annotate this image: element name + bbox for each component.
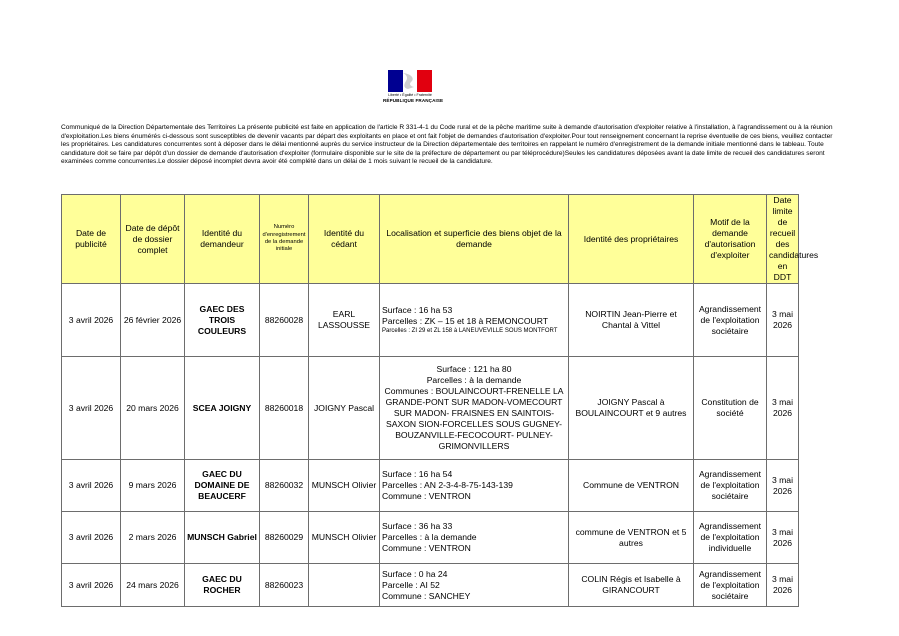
header-date-limite: Date limite de recueil des candidatures en DDT — [767, 195, 799, 284]
applications-table — [61, 194, 819, 607]
cell-demandeur: MUNSCH Gabriel — [185, 512, 260, 564]
localisation-line: Surface : 121 ha 80 — [436, 364, 512, 374]
cell-date-limite: 3 mai 2026 — [767, 512, 799, 564]
localisation-line: Surface : 16 ha 54 — [382, 469, 453, 479]
localisation-line: Surface : 16 ha 53 — [382, 305, 453, 315]
cell-date-limite: 3 mai 2026 — [767, 357, 799, 460]
cell-date-limite: 3 mai 2026 — [767, 564, 799, 607]
cell-proprietaires: NOIRTIN Jean-Pierre et Chantal à Vittel — [569, 284, 694, 357]
cell-cedant: MUNSCH Olivier — [309, 512, 380, 564]
header-proprietaires: Identité des propriétaires — [569, 195, 694, 284]
localisation-line: Parcelles : à la demande — [426, 375, 522, 385]
localisation-line: Parcelles : AN 2-3-4-8-75-143-139 — [382, 480, 513, 490]
cell-date-limite: 3 mai 2026 — [767, 284, 799, 357]
cell-numero: 88260032 — [260, 460, 309, 512]
republique-francaise-logo — [383, 70, 444, 108]
cell-date-depot: 2 mars 2026 — [121, 512, 185, 564]
cell-date-publicite: 3 avril 2026 — [62, 564, 121, 607]
cell-proprietaires: Commune de VENTRON — [569, 460, 694, 512]
cell-date-depot: 26 février 2026 — [121, 284, 185, 357]
localisation-line: Surface : 0 ha 24 — [382, 568, 448, 579]
table-row — [62, 564, 799, 607]
cell-motif: Constitution de société — [694, 357, 767, 460]
localisation-line: Commune : SANCHEY — [382, 590, 471, 601]
cell-numero: 88260029 — [260, 512, 309, 564]
table-header-row — [62, 195, 799, 284]
localisation-line: Parcelles : ZK – 15 et 18 à REMONCOURT — [382, 316, 549, 326]
localisation-line: Parcelles : à la demande — [382, 532, 477, 542]
table-row — [62, 512, 799, 564]
header-date-depot: Date de dépôt de dossier complet — [121, 195, 185, 284]
cell-localisation — [380, 284, 569, 357]
cell-numero: 88260018 — [260, 357, 309, 460]
cell-date-depot: 9 mars 2026 — [121, 460, 185, 512]
cell-motif: Agrandissement de l'exploitation sociétaire — [694, 564, 767, 607]
cell-localisation — [380, 460, 569, 512]
cell-demandeur: GAEC DES TROIS COULEURS — [185, 284, 260, 357]
localisation-line: Parcelle : AI 52 — [382, 579, 440, 590]
cell-cedant — [309, 564, 380, 607]
localisation-line: Commune : VENTRON — [382, 491, 471, 501]
cell-localisation — [380, 357, 569, 460]
header-date-publicite: Date de publicité — [62, 195, 121, 284]
cell-motif: Agrandissement de l'exploitation sociétaire — [694, 284, 767, 357]
localisation-line: Communes : BOULAINCOURT-FRENELLE LA GRANDE-PONT SUR MADON-VOMECOURT SUR MADON- FRAISNES EN SAINTOIS-SAXON SION-FORCELLES SOUS GUGNEY- BOUZANVILLE-FECOCOURT- PULNEY- GRIMONVILLERS — [384, 386, 564, 451]
table-row — [62, 284, 799, 357]
cell-date-publicite: 3 avril 2026 — [62, 357, 121, 460]
cell-motif: Agrandissement de l'exploitation sociétaire — [694, 460, 767, 512]
cell-proprietaires: COLIN Régis et Isabelle à GIRANCOURT — [569, 564, 694, 607]
cell-date-depot: 20 mars 2026 — [121, 357, 185, 460]
cell-date-depot: 24 mars 2026 — [121, 564, 185, 607]
cell-cedant: MUNSCH Olivier — [309, 460, 380, 512]
cell-proprietaires: commune de VENTRON et 5 autres — [569, 512, 694, 564]
cell-localisation — [380, 512, 569, 564]
header-motif: Motif de la demande d'autorisation d'exploiter — [694, 195, 767, 284]
cell-numero: 88260023 — [260, 564, 309, 607]
localisation-line: Commune : VENTRON — [382, 543, 471, 553]
header-localisation: Localisation et superficie des biens objet de la demande — [380, 195, 569, 284]
cell-cedant: EARL LASSOUSSE — [309, 284, 380, 357]
header-numero: Numéro d'enregistrement de la demande initiale — [260, 195, 309, 284]
cell-demandeur: GAEC DU DOMAINE DE BEAUCERF — [185, 460, 260, 512]
cell-demandeur: SCEA JOIGNY — [185, 357, 260, 460]
cell-date-limite: 3 mai 2026 — [767, 460, 799, 512]
intro-paragraph: Communiqué de la Direction Départementale des Territoires La présente publicité est faite en application de l'article R 331-4-1 du Code rural et de la pêche maritime suite à demande d'autorisation d'exploiter relative à l'installation, à l'agrandissement ou à la réunion d'exploitation.Les biens énumérés ci-dessous sont susceptibles de devenir vacants par départ des exploitants en place et ont fait l'objet de demandes d'autorisation d'exploiter.Pour tout renseignement concernant la reprise éventuelle de ces biens, veuillez contacter les propriétaires. Les candidatures concurrentes sont à déposer dans le délai mentionné auprès du service instructeur de la Direction départementale des territoires en rappelant le numéro d'enregistrement de la demande initiale mentionné dans le tableau. Toute candidature doit se faire par dépôt d'un dossier de demande d'autorisation d'exploiter (formulaire disponible sur le site de la préfecture de département ou par téléprocédure)Seules les candidatures déposées avant la date limite de recueil des candidatures seront examinées comme concurrentes.Le dossier déposé incomplet devra avoir été complété dans un délai de 1 mois suivant le recueil de la candidature. — [61, 124, 833, 166]
cell-demandeur: GAEC DU ROCHER — [185, 564, 260, 607]
cell-date-publicite: 3 avril 2026 — [62, 460, 121, 512]
localisation-line: Surface : 36 ha 33 — [382, 521, 453, 531]
localisation-fine-line: Parcelles : ZI 29 et ZL 158 à LANEUVEVILLE SOUS MONTFORT — [382, 328, 558, 334]
cell-date-publicite: 3 avril 2026 — [62, 284, 121, 357]
cell-cedant: JOIGNY Pascal — [309, 357, 380, 460]
cell-localisation — [380, 564, 569, 607]
cell-motif: Agrandissement de l'exploitation individuelle — [694, 512, 767, 564]
marianne-flag-icon — [388, 70, 432, 92]
cell-date-publicite: 3 avril 2026 — [62, 512, 121, 564]
table-row — [62, 460, 799, 512]
header-cedant: Identité du cédant — [309, 195, 380, 284]
header-demandeur: Identité du demandeur — [185, 195, 260, 284]
cell-numero: 88260028 — [260, 284, 309, 357]
cell-proprietaires: JOIGNY Pascal à BOULAINCOURT et 9 autres — [569, 357, 694, 460]
republic-motto: Liberté • Égalité • Fraternité — [388, 93, 432, 97]
republic-name: RÉPUBLIQUE FRANÇAISE — [383, 98, 444, 103]
table-row — [62, 357, 799, 460]
